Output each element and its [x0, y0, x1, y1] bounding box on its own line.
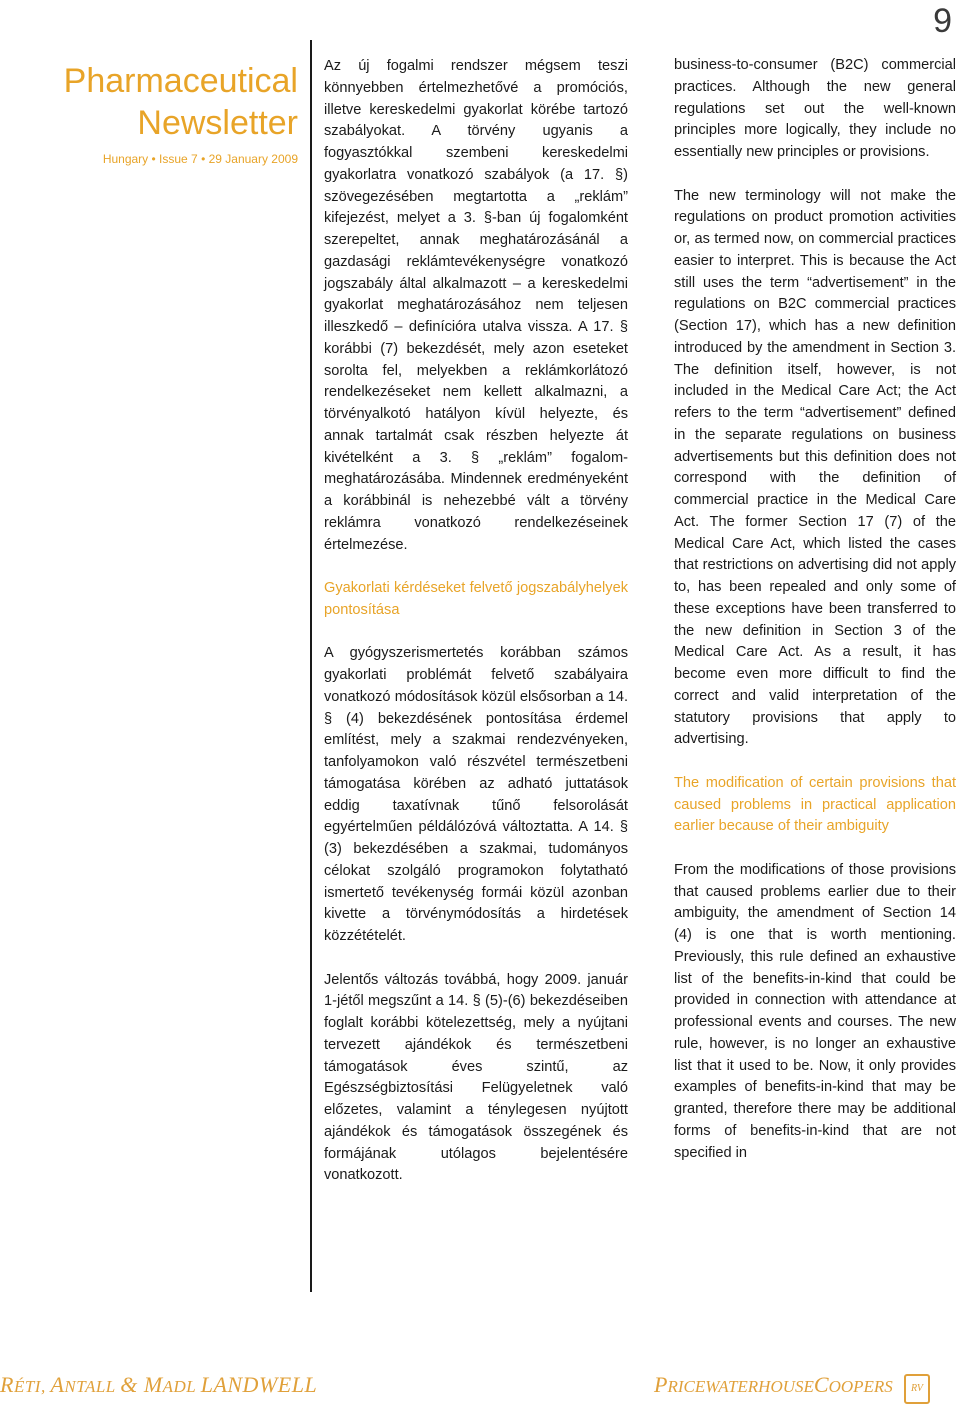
logo-text: NTALL: [64, 1377, 121, 1396]
newsletter-title-line2: Newsletter: [137, 104, 298, 142]
logo-text: ÉTI,: [13, 1377, 51, 1396]
logo-letter: A: [50, 1372, 65, 1397]
logo-text: RICEWATERHOUSE: [667, 1377, 814, 1396]
english-column: [674, 55, 956, 1186]
hungarian-column: [324, 56, 628, 1209]
en-paragraph-3: From the modifications of those provisions that caused problems earlier due to their ambiguity, the amendment of Section 14 (4) is one that is worth mentioning. Previously, this rule defined an exhaustive list of the benefits-in-kind that could be provided in connection with attendance at professional events and courses. The new rule, however, is no longer an exhaustive list that it used to be. Now, it only provides examples of benefits-in-kind that may be granted, therefore there may be additional forms of benefits-in-kind that are not specified in: [674, 861, 956, 1161]
en-paragraph-2: The new terminology will not make the regulations on product promotion activities or, as termed now, on commercial practices easier to interpret. This is because the Act still uses the term “advertisement” in the regulations on B2C commercial practices (Section 17), which has a new definition introduced by the amendment in Section 3. The definition itself, however, is not included in the Medical Care Act; the Act refers to the term “advertisement” defined in the separate regulations on business advertisements but this definition does not correspond with the definition of commercial practice in the Medical Care Act. The former Section 17 (7) of the Medical Care Act, which listed the cases that restrictions on advertising did not apply to, has been repealed and only some of these exceptions have been transferred to the new definition in Section 3 of the Medical Care Act. As a result, it has become even more difficult to find the correct and valid interpretation of the statutory provisions that apply to advertising.: [674, 187, 956, 748]
logo-text: &: [120, 1372, 144, 1397]
en-paragraph-1: business-to-consumer (B2C) commercial practices. Although the new general regulations set out the well-known principles more logically, they include no essentially new principles or provisions.: [674, 57, 956, 160]
issue-info: Hungary • Issue 7 • 29 January 2009: [102, 152, 298, 166]
column-divider: [310, 40, 312, 1292]
logo-letter: R: [0, 1372, 14, 1397]
logo-letter: P: [654, 1372, 668, 1397]
hu-paragraph-2: A gyógyszerismertetés korábban számos gyakorlati problémát felvető szabályaira vonatkozó módosítások közül elsősorban a 14. § (4) bekezdésének pontosítása érdemel említést, mely a szakmai rendezvényeken, tanfolyamokon való részvétel természetbeni támogatása körében az adható juttatások eddig taxatívnak tűnő felsorolását egyértelműen példálózóvá változtatta. A 14. § (3) bekezdésében a szakmai, tudományos célokat szolgáló programokon folytatható ismertető tevékenység formái közül azonban kivette a törvénymódosítás a hirdetések közzétételét.: [324, 645, 628, 944]
logo-letter: C: [813, 1372, 829, 1397]
page-number: 9: [933, 2, 952, 40]
hu-paragraph-1: Az új fogalmi rendszer mégsem teszi könnyebben értelmezhetővé a promóciós, illetve kereskedelmi gyakorlat körébe tartozó szabályokat. A törvény ugyanis a fogyasztókkal szembeni kereskedelmi gyakorlatra vonatkozó szabályok (a 17. §) szövegezésében megtartotta a „reklám” kifejezést, melyet a 3. §-ban új fogalomként szerepeltet, annak meghatározásánál a gazdasági reklámtevékenységre vonatkozó jogszabály által alkalmazott – a kereskedelmi gyakorlat meghatározásához nem teljesen illeszkedő – definícióra utalva vissza. A 17. § korábbi (7) bekezdését, mely azon eseteket sorolta fel, melyekben a reklámkorlátozó rendelkezéseket nem kellett alkalmazni, a törvényalkotó hatályon kívül helyezte, és annak tartalmát csak részben helyezte át kivételként a 3. § „reklám” fogalom-meghatározásába. Mindennek eredményeként a korábbinál is nehezebbé vált a törvény reklámra vonatkozó rendelkezéseinek értelmezése.: [324, 58, 628, 553]
logo-text: LANDWELL: [200, 1372, 318, 1397]
hu-section-heading: Gyakorlati kérdéseket felvető jogszabályhelyek pontosítása: [324, 580, 628, 618]
masthead: [20, 60, 298, 166]
logo-text: ADL: [162, 1377, 201, 1396]
pricewaterhousecoopers-logo: [654, 1372, 893, 1398]
hu-paragraph-3: Jelentős változás továbbá, hogy 2009. január 1-jétől megszűnt a 14. § (5)-(6) bekezdéseiben foglalt korábbi kötelezettség, mely a nyújtani tervezett ajándékok és természetbeni támogatások éves szintű, az Egészségbiztosítási Felügyeletnek való előzetes, valamint a ténylegesen nyújtott ajándékok és támogatások összegének és formájának utólagos bejelentésére vonatkozott.: [324, 971, 628, 1184]
en-section-heading: The modification of certain provisions that caused problems in practical application earlier because of their ambiguity: [674, 774, 956, 835]
pwc-mark-icon: RV: [904, 1374, 930, 1404]
logo-text: OOPERS: [828, 1377, 893, 1396]
newsletter-title-line1: Pharmaceutical: [63, 62, 298, 100]
logo-letter: M: [143, 1372, 163, 1397]
reti-antall-madl-landwell-logo: [0, 1372, 317, 1398]
